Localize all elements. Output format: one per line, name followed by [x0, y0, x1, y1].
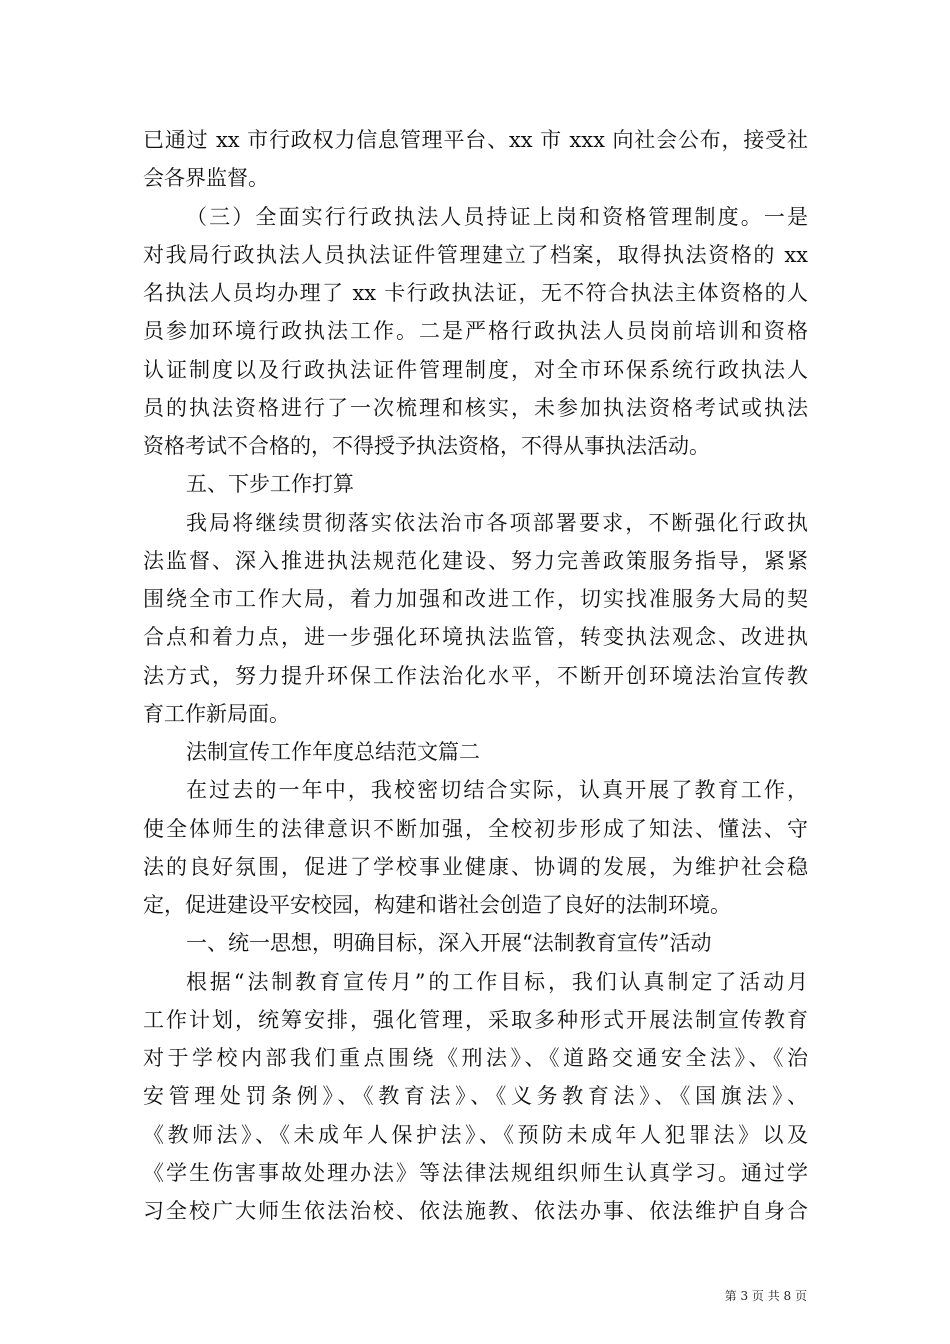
text-line-24: 工作计划，统筹安排，强化管理，采取多种形式开展法制宣传教育	[143, 1007, 808, 1032]
text-line-25: 对于学校内部我们重点围绕《刑法》、《道路交通安全法》、《治	[143, 1046, 808, 1070]
text-line-21: 定，促进建设平安校园，构建和谐社会创造了良好的法制环境。	[143, 893, 731, 917]
text-line-28: 《学生伤害事故处理办法》等法律法规组织师生认真学习。通过学	[143, 1160, 808, 1185]
text-line-27: 《教师法》、《未成年人保护法》、《预防未成年人犯罪法》以及	[143, 1122, 808, 1147]
section-heading-1: 一、统一思想，明确目标，深入开展“法制教育宣传”活动	[186, 931, 712, 956]
text-line-8: 员的执法资格进行了一次梳理和核实，未参加执法资格考试或执法	[143, 395, 808, 420]
text-line-13: 围绕全市工作大局，着力加强和改进工作，切实找准服务大局的契	[143, 587, 808, 611]
section-heading-5: 五、下步工作打算	[186, 472, 354, 497]
text-line-18: 在过去的一年中，我校密切结合实际，认真开展了教育工作，	[186, 778, 808, 803]
text-line-1: 已通过 xx 市行政权力信息管理平台、xx 市 xxx 向社会公布，接受社	[143, 128, 808, 152]
text-line-19: 使全体师生的法律意识不断加强，全校初步形成了知法、懂法、守	[143, 816, 808, 841]
text-line-6: 员参加环境行政执法工作。二是严格行政执法人员岗前培训和资格	[143, 319, 808, 344]
article-title-part-two: 法制宣传工作年度总结范文篇二	[186, 740, 480, 764]
text-line-26: 安管理处罚条例》、《教育法》、《义务教育法》、《国旗法》、	[143, 1084, 808, 1109]
text-line-11: 我局将继续贯彻落实依法治市各项部署要求，不断强化行政执	[186, 510, 808, 535]
text-line-9: 资格考试不合格的，不得授予执法资格，不得从事执法活动。	[143, 434, 710, 458]
page-number: 第 3 页 共 8 页	[724, 1289, 807, 1303]
text-line-3: （三）全面实行行政执法人员持证上岗和资格管理制度。一是	[186, 204, 808, 229]
text-line-23: 根据“法制教育宣传月”的工作目标，我们认真制定了活动月	[186, 969, 808, 994]
text-line-7: 认证制度以及行政执法证件管理制度，对全市环保系统行政执法人	[143, 357, 808, 382]
text-line-20: 法的良好氛围，促进了学校事业健康、协调的发展，为维护社会稳	[143, 854, 808, 879]
text-line-15: 法方式，努力提升环保工作法治化水平，不断开创环境法治宣传教	[143, 663, 808, 688]
text-line-2: 会各界监督。	[143, 166, 269, 191]
document-body	[143, 121, 808, 1230]
text-line-16: 育工作新局面。	[143, 701, 290, 726]
text-line-5: 名执法人员均办理了 xx 卡行政执法证，无不符合执法主体资格的人	[143, 281, 808, 305]
text-line-12: 法监督、深入推进执法规范化建设、努力完善政策服务指导，紧紧	[143, 548, 808, 573]
text-line-14: 合点和着力点，进一步强化环境执法监管，转变执法观念、改进执	[143, 625, 808, 650]
text-line-4: 对我局行政执法人员执法证件管理建立了档案，取得执法资格的 xx	[143, 242, 808, 267]
text-line-29: 习全校广大师生依法治校、依法施教、依法办事、依法维护自身合	[143, 1199, 808, 1223]
